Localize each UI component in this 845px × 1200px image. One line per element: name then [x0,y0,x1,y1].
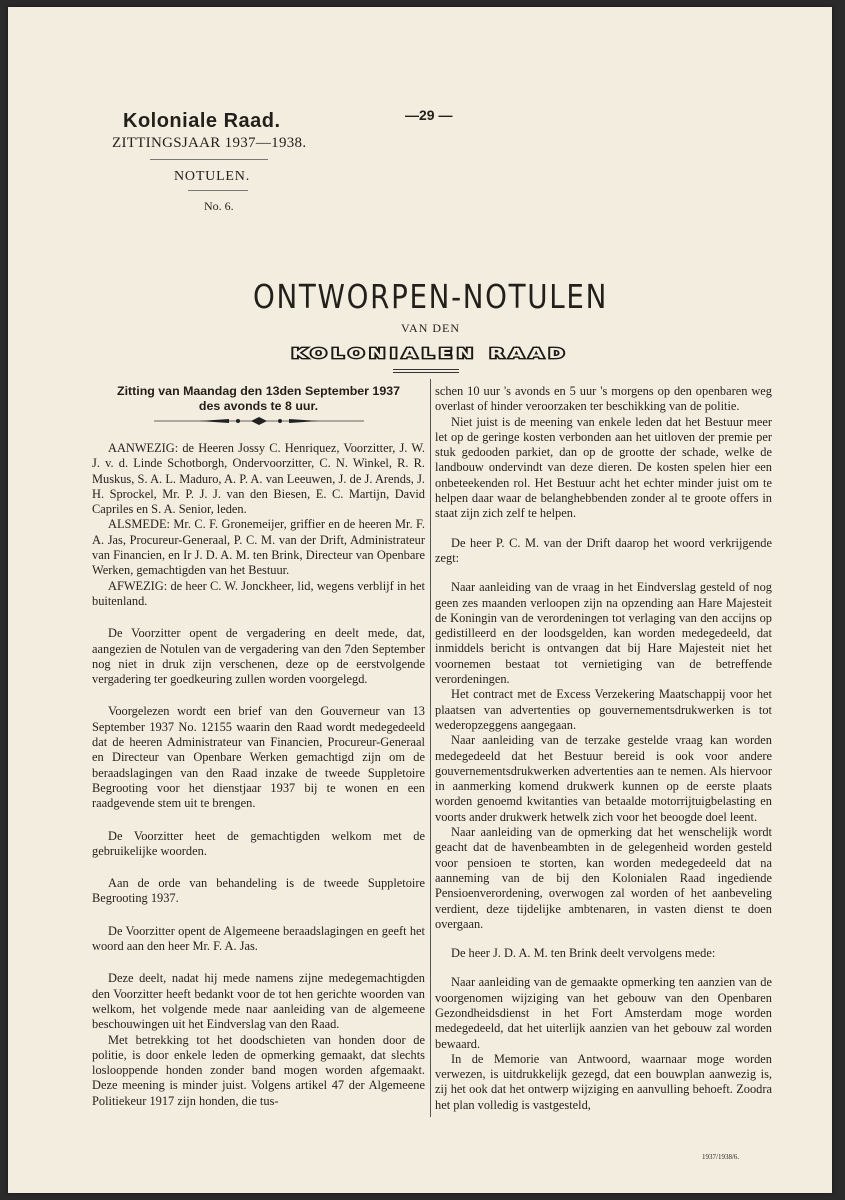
masthead-banner [8,343,845,365]
paragraph: De Voorzitter opent de Algemeene beraadslagingen en geeft het woord aan den heer Mr. F. A. Jas. [92,923,425,954]
page-number: —29 — [405,107,453,123]
paragraph: Het contract met de Excess Verzekering Maatschappij voor het plaatsen van advertenties op gouvernementsdrukwerken is tot wederopzeggens aangegaan. [435,687,772,732]
right-column [435,384,772,1113]
masthead-rule [393,372,459,373]
speaker-intro: De heer J. D. A. M. ten Brink deelt vervolgens mede: [451,946,716,961]
paragraph: Naar aanleiding van de terzake gestelde vraag kan worden medegedeeld dat het Bestuur bereid is ook voor andere gouvernementsdrukwerken advertenties aan te nemen. Als hiervoor in aanmerking komend drukwerk kunnen op de eerste plaats worden genoemd kwitanties van betaalde motorrijtuigbelasting en voorts ander drukwerk hetwelk zich voor het beoogde doel leent. [435,733,772,824]
ornament-divider-icon [154,417,364,425]
paragraph: Niet juist is de meening van enkele leden dat het Bestuur meer let op de geringe kosten verbonden aan het uitloven der premie per stuk gedooden parkiet, dan op de grootte der schade, welke de landbouw ondervindt van deze dieren. De kosten spelen hier een onbeteekenden rol. Het Bestuur acht het echter minder juist om te helpen daar waar de belanghebbenden zonder al te groote offers in staat zijn zich zelf te helpen. [435,414,772,521]
paragraph: De Voorzitter opent de vergadering en deelt mede, dat, aangezien de Notulen van de vergadering van den 7den September nog niet in druk zijn verschenen, deze op de eerstvolgende vergadering ter goedkeuring zullen worden voorgelegd. [92,626,425,687]
document-page [8,7,832,1193]
header-divider [150,159,268,160]
paragraph: In de Memorie van Antwoord, waarnaar moge worden verwezen, is uitdrukkelijk gezegd, dat een bouwplan aanwezig is, zij het ook dat het ontwerp wijziging en aanvulling behoeft. Zoodra het plan volledig is vastgesteld, [435,1051,772,1112]
document-code: 1937/1938/6. [702,1153,740,1161]
paragraph-aanwezig: AANWEZIG: de Heeren Jossy C. Henriquez, Voorzitter, J. W. J. v. d. Linde Schotborgh, Ondervoorzitter, C. N. Winkel, R. R. Muskus, S. A. L. Maduro, A. P. A. van Leeuwen, J. de J. Arends, J. H. Sprockel, Mr. P. J. J. van den Biesen, E. C. Martijn, David Capriles en S. A. Senior, leden. [92,441,425,517]
header-divider [188,190,248,191]
paragraph: Deze deelt, nadat hij mede namens zijne medegemachtigden den Voorzitter heeft bedankt voor de tot hen gerichte woorden van welkom, het volgende mede naar aanleiding van de algemeene beschouwingen uit het Eindverslag van den Raad. [92,971,425,1032]
section-label: NOTULEN. [174,169,250,184]
speaker-intro: De heer P. C. M. van der Drift daarop het woord verkrijgende zegt: [435,535,772,565]
paragraph-afwezig: AFWEZIG: de heer C. W. Jonckheer, lid, wegens verblijf in het buitenland. [92,578,425,608]
masthead-name: KOLONIALEN RAAD [291,346,570,362]
masthead-rule [393,369,459,370]
paragraph: Naar aanleiding van de gemaakte opmerking ten aanzien van de voorgenomen wijziging van het gebouw van den Openbaren Gezondheidsdienst in het Fort Amsterdam moge worden medegedeeld, dat het uiterlijk aanzien van het gebouw zal worden bewaard. [435,975,772,1051]
paragraph: De Voorzitter heet de gemachtigden welkom met de gebruikelijke woorden. [92,828,425,858]
session-heading [92,384,425,414]
left-column [92,384,425,1109]
column-divider [430,379,431,1117]
session-heading-line: des avonds te 8 uur. [198,399,319,413]
paragraph: Naar aanleiding van de opmerking dat het wenschelijk wordt geacht dat de havenbeambten in de gelegenheid worden gesteld voor pensioen te storten, kan worden medegedeeld dat na aanneming van de bij den Kolonialen Raad ingediende Pensioenverordening, overwogen zal worden of het aanbeveling verdient, deze tijdelijke ambtenaren, in vasten dienst te doen overgaan. [435,825,772,931]
issue-number: No. 6. [204,199,234,213]
session-heading-line: Zitting van Maandag den 13den September 1937 [117,384,400,398]
paragraph: Aan de orde van behandeling is de tweede Suppletoire Begrooting 1937. [92,876,425,906]
paragraph-alsmede: ALSMEDE: Mr. C. F. Gronemeijer, griffier en de heeren Mr. F. A. Jas, Procureur-Generaal, P. C. M. van der Drift, Administrateur van Financien, en Ir J. D. A. M. ten Brink, Directeur van Openbare Werken, gemachtigden van het Bestuur. [92,517,425,578]
paragraph: Voorgelezen wordt een brief van den Gouverneur van 13 September 1937 No. 12155 waarin den Raad wordt medegedeeld dat de heeren Administrateur van Financien, Procureur-Generaal en Directeur van Openbare Werken gemachtigd zijn om de beraadslagingen van den Raad inzake de tweede Suppletoire Begrooting voor het dienstjaar 1937 bij te wonen en een raadgevende stem uit te brengen. [92,704,425,811]
session-year: ZITTINGSJAAR 1937—1938. [112,135,307,151]
paragraph: Naar aanleiding van de vraag in het Eindverslag gesteld of nog geen zes maanden verloopen zijn na opzending aan Hare Majesteit de Koningin van de verordeningen tot verlaging van den accijns op gedistilleerd en der loodsgelden, kan worden medegedeeld, dat inmiddels bericht is ontvangen dat bij Hare Majesteit niet het voornemen bestaat tot vernietiging van de betreffende verordeningen. [435,580,772,687]
paragraph: Met betrekking tot het doodschieten van honden door de politie, is door enkele leden de opmerking gemaakt, dat slechts loslooppende honden zonder band mogen worden afgemaakt. Deze meening is minder juist. Volgens artikel 47 der Algemeene Politiekeur 1917 zijn honden, die tus- [92,1032,425,1108]
council-title: Koloniale Raad. [123,110,281,132]
paragraph: schen 10 uur 's avonds en 5 uur 's morgens op den openbaren weg overlast of hinder veroorzaken ter beschikking van de politie. [435,384,772,414]
main-title: ONTWORPEN-NOTULEN [253,277,608,316]
subtitle: VAN DEN [400,321,461,335]
